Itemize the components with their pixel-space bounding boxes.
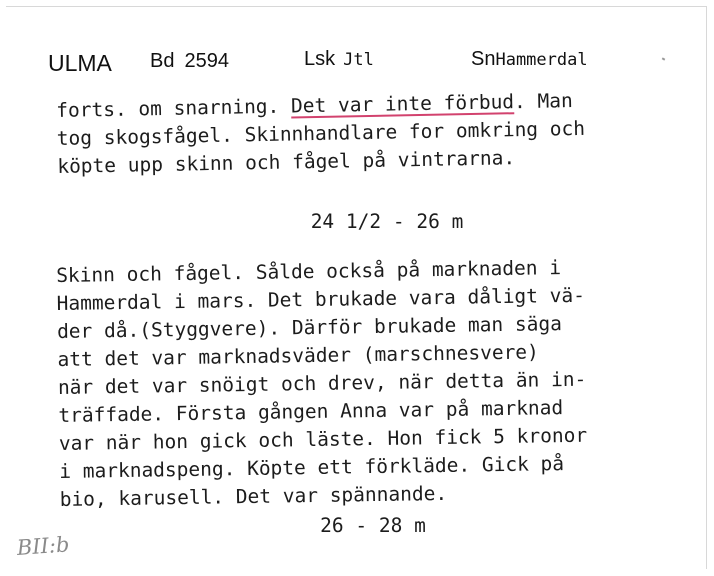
page-range-2: 26 - 28 m	[320, 514, 426, 537]
text-block-1	[56, 87, 586, 181]
parish-value: Hammerdal	[495, 50, 588, 70]
volume-field	[150, 50, 229, 73]
archive-code: ULMA	[48, 50, 112, 76]
text-line: der då.(Styggvere). Därför brukade man säga	[56, 312, 563, 343]
text-line: att det var marknadsväder (marschnesvere)	[57, 340, 539, 371]
page-range-1: 24 1/2 - 26 m	[310, 210, 464, 233]
text-segment: forts. om snarning.	[56, 94, 292, 122]
parish-label: Sn	[471, 48, 496, 70]
text-line: Skinn och fågel. Sålde också på marknaden i	[56, 256, 562, 287]
text-line: i marknadspeng. Köpte ett förkläde. Gick på	[59, 452, 565, 483]
text-line: när det var snöigt och drev, när detta än in-	[57, 367, 587, 399]
region-field	[304, 48, 374, 71]
handwritten-note: BII:b	[16, 532, 71, 560]
underlined-phrase: Det var inte förbud	[290, 90, 515, 118]
text-block-2	[56, 254, 588, 514]
text-line: var när hon gick och läste. Hon fick 5 kronor	[58, 423, 588, 455]
card-header	[0, 46, 714, 82]
text-segment: . Man	[513, 89, 573, 114]
region-value: Jtl	[343, 50, 374, 70]
text-line: Hammerdal i mars. Det brukade vara dåligt vä-	[56, 283, 586, 315]
region-label: Lsk	[304, 48, 336, 70]
volume-label: Bd	[150, 50, 175, 72]
parish-field	[471, 48, 588, 71]
text-line: köpte upp skinn och fågel på vintrarna.	[57, 146, 516, 178]
text-line: tog skogsfågel. Skinnhandlare for omkring och	[56, 116, 586, 150]
text-line: träffade. Första gången Anna var på marknad	[58, 396, 564, 427]
text-line: bio, karusell. Det var spännande.	[59, 481, 448, 511]
volume-number: 2594	[184, 50, 229, 72]
